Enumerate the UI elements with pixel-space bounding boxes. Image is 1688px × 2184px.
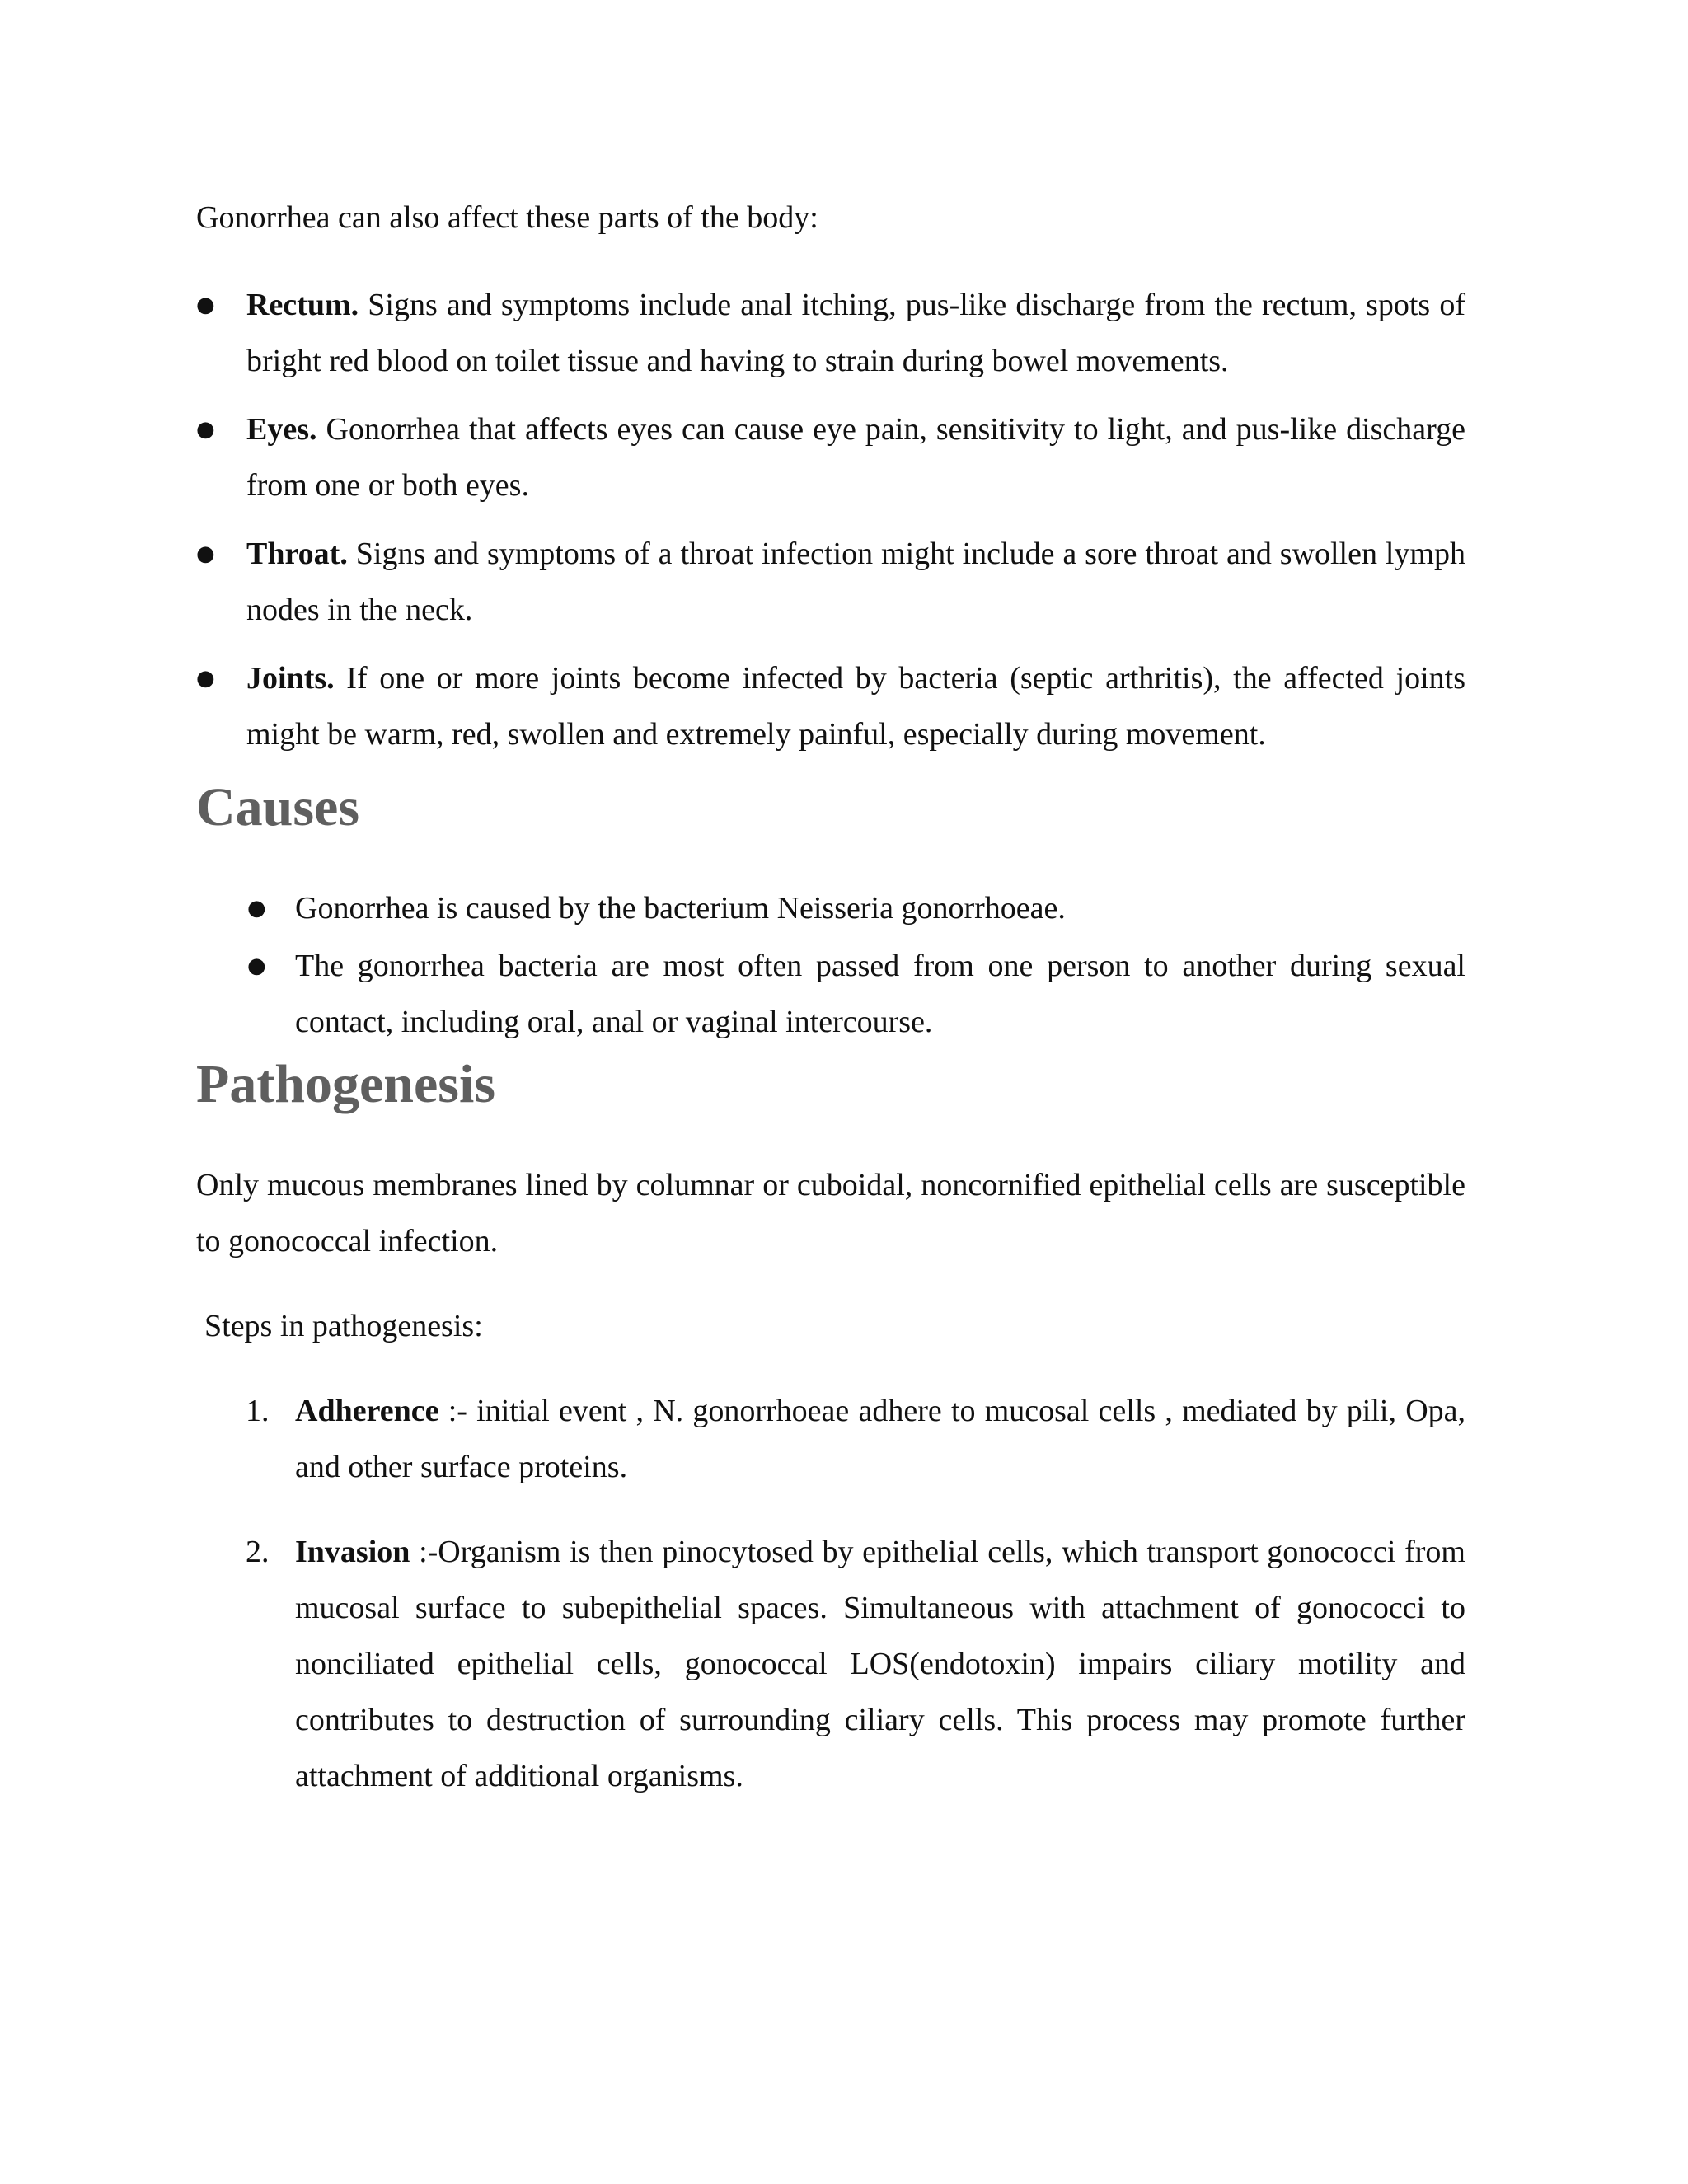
step-text: :- initial event , N. gonorrhoeae adhere to mucosal cells , mediated by pili, Opa, and other surface proteins.	[295, 1394, 1465, 1484]
bullet-icon: ●	[247, 954, 266, 978]
pathogenesis-paragraph: Only mucous membranes lined by columnar or cuboidal, noncornified epithelial cells are susceptible to gonococcal infection.	[196, 1168, 1465, 1258]
term-throat: Throat.	[246, 537, 348, 571]
steps-label: Steps in pathogenesis:	[204, 1309, 483, 1343]
pathogenesis-heading: Pathogenesis	[196, 1054, 495, 1114]
bullet-icon: ●	[196, 293, 215, 317]
bullet-icon: ●	[196, 417, 215, 442]
intro-paragraph: Gonorrhea can also affect these parts of the body:	[196, 200, 818, 235]
term-joints: Joints.	[246, 661, 335, 696]
body-parts-list	[196, 277, 1465, 762]
cause-text: Gonorrhea is caused by the bacterium Neisseria gonorrhoeae.	[295, 891, 1066, 926]
step-term: Adherence	[295, 1394, 439, 1428]
text-eyes: Gonorrhea that affects eyes can cause eye pain, sensitivity to light, and pus-like discharge from one or both eyes.	[246, 412, 1465, 503]
step-text: :-Organism is then pinocytosed by epithelial cells, which transport gonococci from mucosal surface to subepithelial spaces. Simultaneous with attachment of gonococci to nonciliated epithelial cells, gonococcal LOS(endotoxin) impairs ciliary motility and contributes to destruction of surrounding ciliary cells. This process may promote further attachment of additional organisms.	[295, 1535, 1465, 1793]
causes-heading: Causes	[196, 777, 360, 837]
text-throat: Signs and symptoms of a throat infection might include a sore throat and swollen lymph nodes in the neck.	[246, 537, 1465, 627]
bullet-icon: ●	[196, 541, 215, 566]
term-rectum: Rectum.	[246, 288, 359, 322]
step-term: Invasion	[295, 1535, 410, 1569]
text-rectum: Signs and symptoms include anal itching, pus-like discharge from the rectum, spots of bright red blood on toilet tissue and having to strain during bowel movements.	[246, 288, 1465, 378]
bullet-icon: ●	[247, 896, 266, 921]
step-number: 1.	[246, 1394, 270, 1428]
list-item-throat	[196, 526, 1465, 638]
step-item-invasion	[196, 1524, 1465, 1804]
list-item-rectum	[196, 277, 1465, 389]
cause-text: The gonorrhea bacteria are most often passed from one person to another during sexual contact, including oral, anal or vaginal intercourse.	[295, 949, 1465, 1039]
bullet-icon: ●	[196, 666, 215, 691]
step-number: 2.	[246, 1535, 270, 1569]
causes-list	[196, 880, 1465, 1050]
list-item-eyes	[196, 401, 1465, 513]
step-item-adherence	[196, 1383, 1465, 1495]
pathogenesis-steps-list	[196, 1383, 1465, 1804]
list-item-joints	[196, 650, 1465, 762]
text-joints: If one or more joints become infected by bacteria (septic arthritis), the affected joints might be warm, red, swollen and extremely painful, especially during movement.	[246, 661, 1465, 752]
cause-item	[196, 938, 1465, 1050]
cause-item	[196, 880, 1465, 936]
term-eyes: Eyes.	[246, 412, 317, 447]
